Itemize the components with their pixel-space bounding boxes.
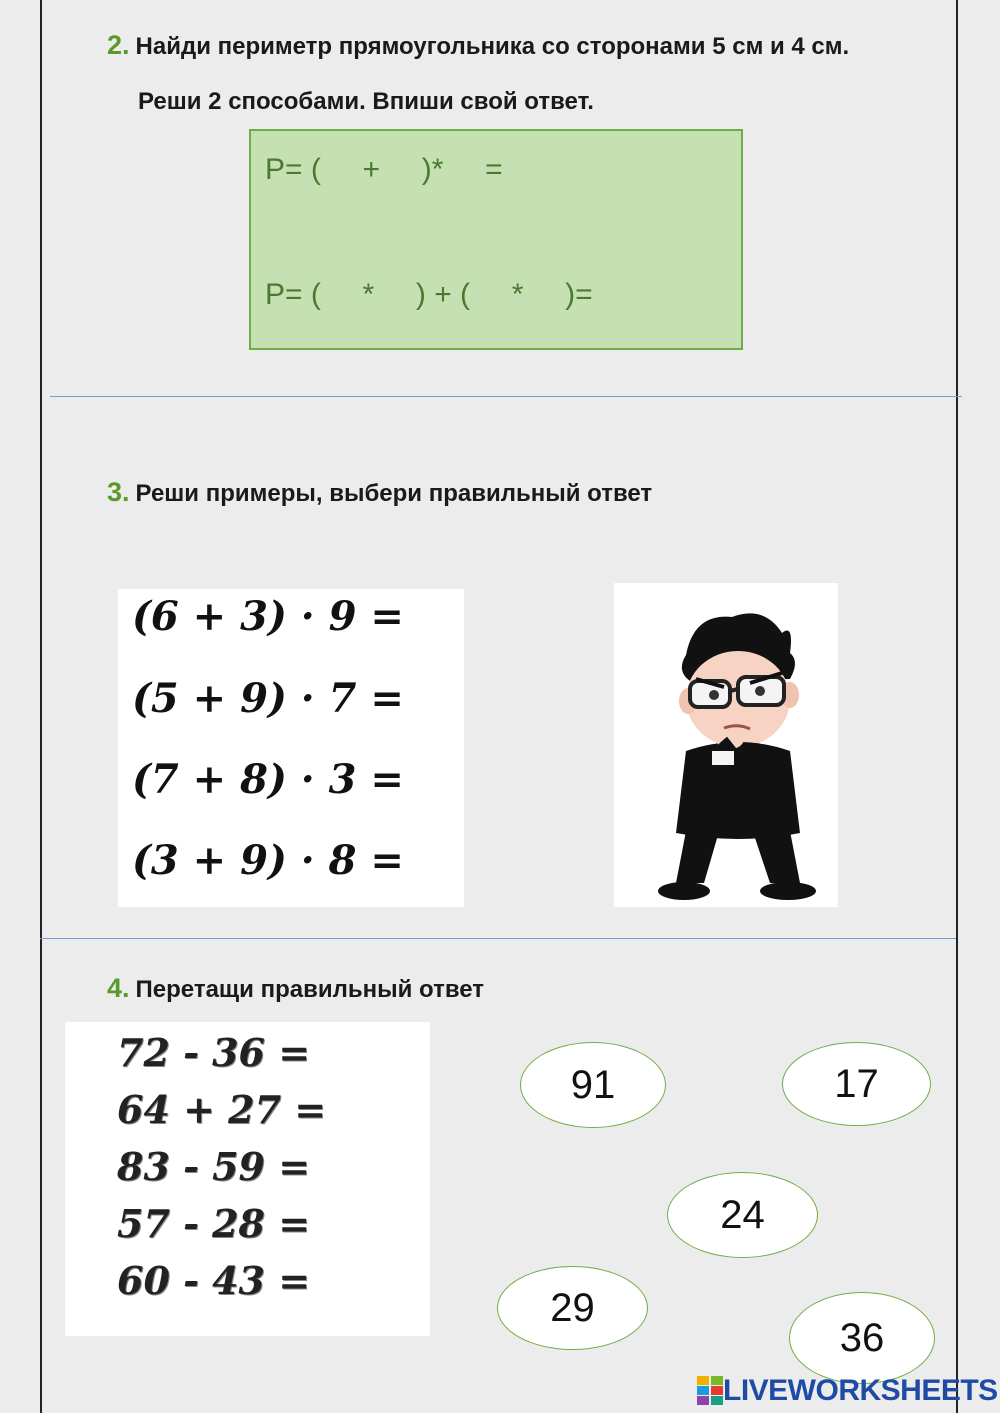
task4-example-2: 64 + 27 =: [117, 1087, 327, 1132]
task3-title: Реши примеры, выбери правильный ответ: [135, 480, 653, 507]
task3-example-4: (3 + 9) · 8 =: [132, 837, 404, 884]
divider-1: [50, 396, 962, 397]
answer-oval-29[interactable]: 29: [497, 1266, 648, 1350]
answer-oval-36[interactable]: 36: [789, 1292, 935, 1384]
task4-example-1: 72 - 36 =: [117, 1030, 311, 1075]
liveworksheets-logo[interactable]: [697, 1374, 998, 1408]
left-page-border: [40, 0, 42, 1413]
thinking-boy-illustration: [614, 583, 838, 907]
task2-title: Найди периметр прямоугольника со сторонами 5 см и 4 см.: [135, 33, 850, 60]
thinking-boy-icon: [614, 583, 838, 907]
task2-heading: [107, 30, 849, 61]
task4-example-5: 60 - 43 =: [117, 1258, 311, 1303]
task3-heading: [107, 477, 652, 508]
answer-oval-17[interactable]: 17: [782, 1042, 931, 1126]
task4-number: 4.: [107, 973, 130, 1003]
task4-examples-card: [65, 1022, 430, 1336]
task3-number: 3.: [107, 477, 130, 507]
formula-line-1[interactable]: P= ( + )* =: [265, 153, 503, 186]
task3-example-1: (6 + 3) · 9 =: [132, 593, 404, 640]
task4-heading: [107, 973, 484, 1004]
task2-number: 2.: [107, 30, 130, 60]
right-page-border: [956, 0, 958, 1413]
liveworksheets-logo-text: LIVEWORKSHEETS: [723, 1374, 998, 1407]
divider-2: [40, 938, 956, 939]
answer-oval-91[interactable]: 91: [520, 1042, 666, 1128]
task4-title: Перетащи правильный ответ: [135, 976, 485, 1003]
task3-example-2: (5 + 9) · 7 =: [132, 675, 404, 722]
formula-input-box[interactable]: [249, 129, 743, 350]
task3-examples-card: [118, 589, 464, 907]
answer-oval-24[interactable]: 24: [667, 1172, 818, 1258]
task2-instruction: Реши 2 способами. Впиши свой ответ.: [138, 88, 594, 115]
formula-line-2[interactable]: P= ( * ) + ( * )=: [265, 278, 593, 311]
task4-example-4: 57 - 28 =: [117, 1201, 311, 1246]
task3-example-3: (7 + 8) · 3 =: [132, 756, 404, 803]
liveworksheets-logo-icon: [697, 1376, 723, 1406]
task4-example-3: 83 - 59 =: [117, 1144, 311, 1189]
